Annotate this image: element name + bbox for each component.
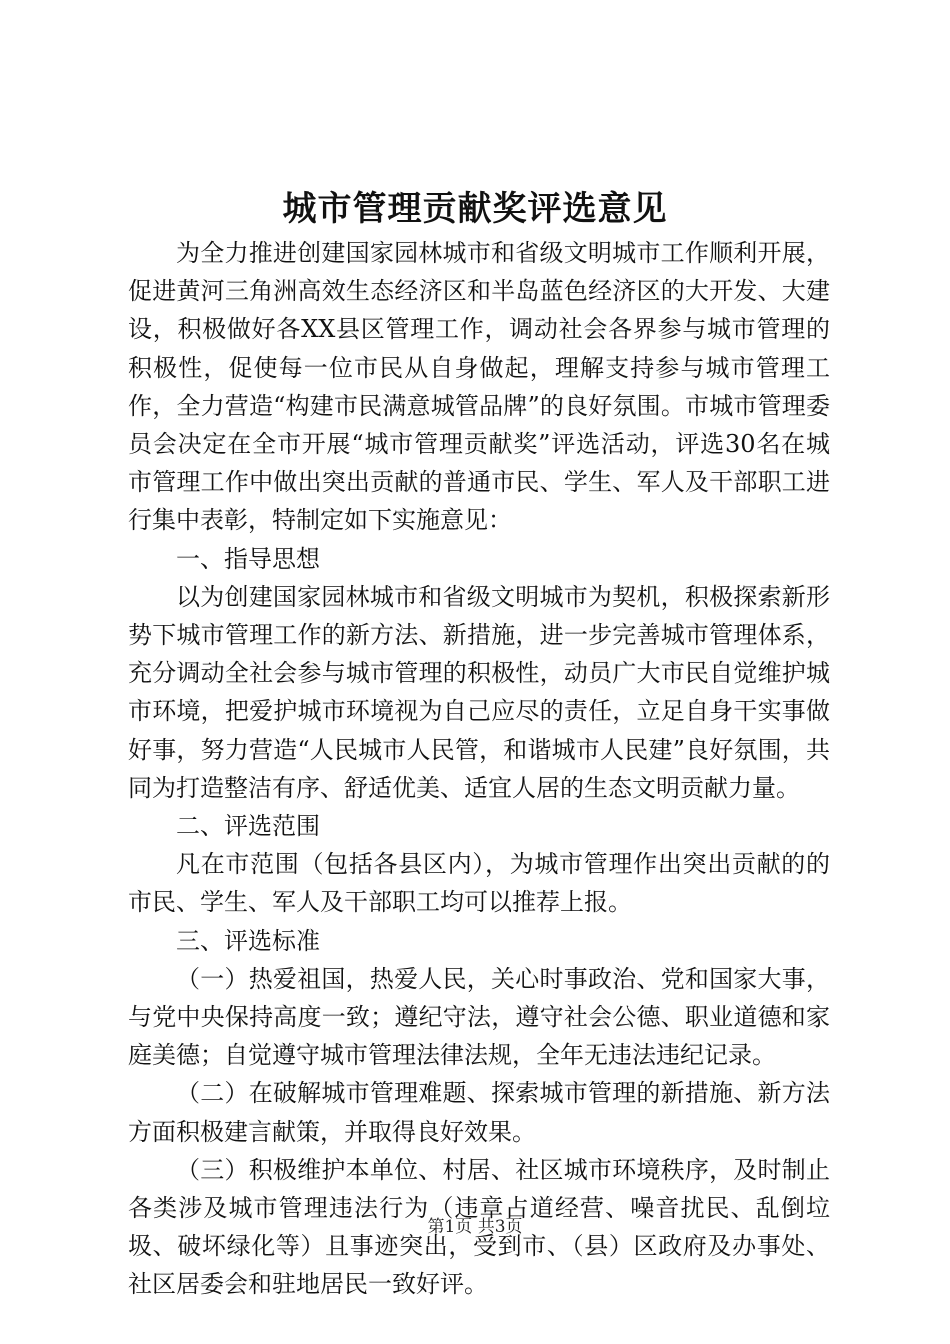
- criteria-item-2: （二）在破解城市管理难题、探索城市管理的新措施、新方法方面积极建言献策，并取得良好效果。: [128, 1079, 830, 1146]
- document-body: [128, 234, 830, 1304]
- document-title: 城市管理贡献奖评选意见: [282, 189, 668, 229]
- criteria-item-3: （三）积极维护本单位、村居、社区城市环境秩序，及时制止各类涉及城市管理违法行为（违章占道经营、噪音扰民、乱倒垃圾、破坏绿化等）且事迹突出，受到市、（县）区政府及办事处、社区居委会和驻地居民一致好评。: [128, 1155, 830, 1299]
- section-heading-selection-criteria: 三、评选标准: [176, 926, 320, 955]
- section-heading-selection-scope: 二、评选范围: [176, 812, 320, 841]
- intro-paragraph: 为全力推进创建国家园林城市和省级文明城市工作顺利开展，促进黄河三角洲高效生态经济区和半岛蓝色经济区的大开发、大建设，积极做好各XX县区管理工作，调动社会各界参与城市管理的积极性，促使每一位市民从自身做起，理解支持参与城市管理工作，全力营造“构建市民满意城管品牌”的良好氛围。市城市管理委员会决定在全市开展“城市管理贡献奖”评选活动，评选30名在城市管理工作中做出突出贡献的普通市民、学生、军人及干部职工进行集中表彰，特制定如下实施意见：: [128, 239, 830, 535]
- section-paragraph-selection-scope: 凡在市范围（包括各县区内），为城市管理作出突出贡献的的市民、学生、军人及干部职工均可以推荐上报。: [128, 850, 830, 917]
- section-paragraph-guiding-thought: 以为创建国家园林城市和省级文明城市为契机，积极探索新形势下城市管理工作的新方法、新措施，进一步完善城市管理体系，充分调动全社会参与城市管理的积极性，动员广大市民自觉维护城市环境，把爱护城市环境视为自己应尽的责任，立足自身干实事做好事，努力营造“人民城市人民管，和谐城市人民建”良好氛围，共同为打造整洁有序、舒适优美、适宜人居的生态文明贡献力量。: [128, 582, 830, 802]
- section-heading-guiding-thought: 一、指导思想: [176, 544, 320, 573]
- page-footer: 第1页 共3页: [427, 1217, 523, 1237]
- criteria-item-1: （一）热爱祖国，热爱人民，关心时事政治、党和国家大事，与党中央保持高度一致；遵纪守法，遵守社会公德、职业道德和家庭美德；自觉遵守城市管理法律法规，全年无违法违纪记录。: [128, 964, 830, 1070]
